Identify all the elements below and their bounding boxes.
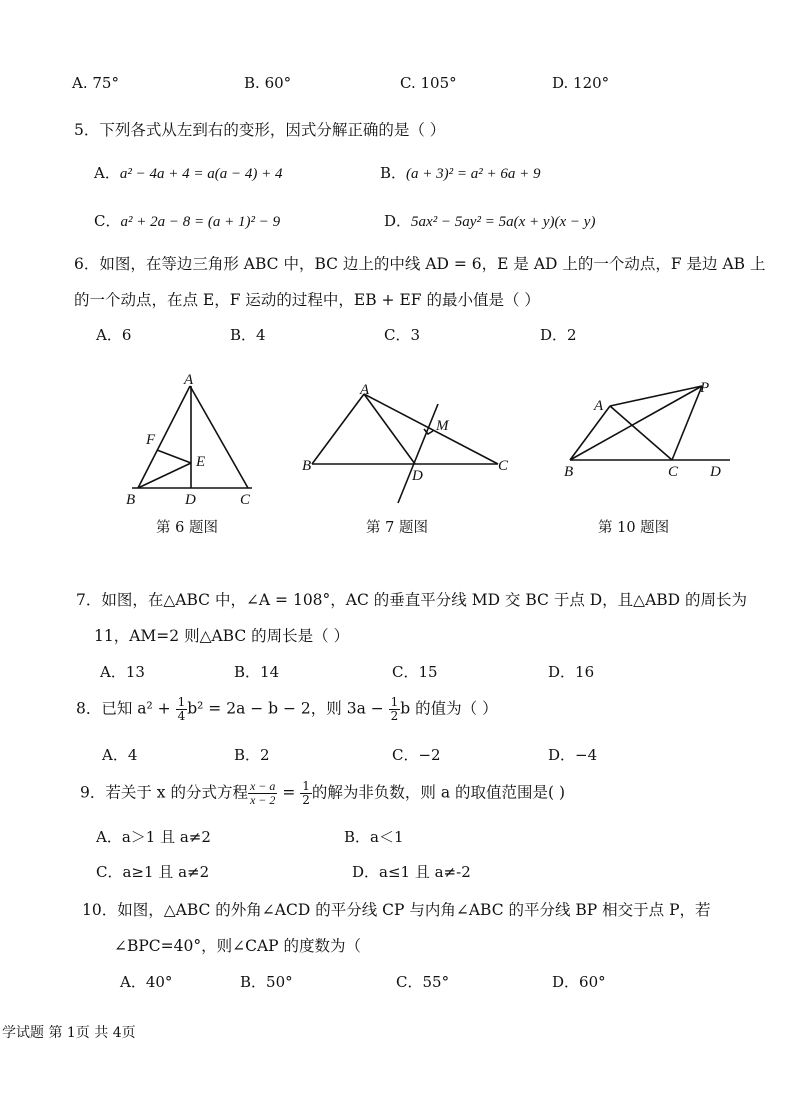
fig7-caption: 第 7 题图 [366,520,428,536]
q9-option-b: B．a＜1 [344,828,404,846]
q7-option-b: B．14 [234,663,280,681]
fig6-label-d: D [185,492,196,508]
q4-option-d: D. 120° [552,74,610,92]
q9-fraction-1: $\frac{x - a}{x - 2}$ [249,779,276,807]
q8-option-b: B．2 [234,746,270,764]
q5-option-d: D．5ax² − 5ay² = 5a(x + y)(x − y) [384,212,596,230]
fig6-label-f: F [146,432,156,448]
q4-option-a: A. 75° [72,74,119,92]
q8-stem: 8．已知 a² + $\frac{1}{4}$ b² = 2a − b − 2，则 3a − $\frac{1}{2}$ b 的值为（ ） [76,695,498,723]
figure-7 [298,378,523,513]
page-footer: 学试题 第 1页 共 4页 [2,1025,136,1041]
fig10-label-b: B [564,464,574,480]
q10-stem-line1: 10．如图，△ABC 的外角∠ACD 的平分线 CP 与内角∠ABC 的平分线 BP 相交于点 P，若 [82,901,711,919]
q10-stem-line2: ∠BPC=40°，则∠CAP 的度数为（ [114,937,362,955]
fig7-label-m: M [436,418,449,434]
q10-option-d: D．60° [552,973,606,991]
fig6-label-e: E [196,454,206,470]
q7-option-d: D．16 [548,663,595,681]
fig10-label-p: P [700,380,710,396]
fig6-label-c: C [240,492,251,508]
q10-option-c: C．55° [396,973,450,991]
q5-option-b: B．(a + 3)² = a² + 6a + 9 [380,164,541,182]
q8-fraction-1: $\frac{1}{4}$ [177,695,186,723]
fig6-label-a: A [184,372,194,388]
fig10-caption: 第 10 题图 [598,520,670,536]
q9-option-d: D．a≤1 且 a≠-2 [352,863,471,881]
q4-option-b: B. 60° [244,74,292,92]
q9-option-c: C．a≥1 且 a≠2 [96,863,210,881]
q8-fraction-2: $\frac{1}{2}$ [390,695,399,723]
fig10-label-d: D [710,464,721,480]
q9-stem: 9．若关于 x 的分式方程 $\frac{x - a}{x - 2}$ = $\frac{1}{2}$ 的解为非负数，则 a 的取值范围是( ) [80,779,566,807]
q6-option-c: C．3 [384,326,421,344]
q7-stem-line1: 7．如图，在△ABC 中，∠A = 108°，AC 的垂直平分线 MD 交 BC 于点 D，且△ABD 的周长为 [76,591,748,609]
fig7-label-b: B [302,458,312,474]
q9-option-a: A．a＞1 且 a≠2 [96,828,211,846]
q8-option-c: C．−2 [392,746,441,764]
q10-option-b: B．50° [240,973,293,991]
q6-stem-line1: 6．如图，在等边三角形 ABC 中，BC 边上的中线 AD = 6，E 是 AD 上的一个动点，F 是边 AB 上 [74,255,766,273]
q8-option-a: A．4 [102,746,138,764]
q7-option-a: A．13 [100,663,145,681]
q6-option-a: A．6 [96,326,132,344]
q5-stem: 5．下列各式从左到右的变形，因式分解正确的是（ ） [74,121,446,139]
q8-option-d: D．−4 [548,746,598,764]
q5-option-c: C．a² + 2a − 8 = (a + 1)² − 9 [94,212,281,230]
q7-stem-line2: 11，AM=2 则△ABC 的周长是（ ） [94,627,350,645]
q6-option-b: B．4 [230,326,266,344]
q6-stem-line2: 的一个动点，在点 E，F 运动的过程中，EB + EF 的最小值是（ ） [74,291,540,309]
fig6-caption: 第 6 题图 [156,520,218,536]
fig10-label-a: A [594,398,604,414]
figure-6 [120,368,270,508]
q7-option-c: C．15 [392,663,438,681]
fig10-label-c: C [668,464,679,480]
q4-option-c: C. 105° [400,74,457,92]
fig7-label-c: C [498,458,509,474]
fig7-label-a: A [360,382,370,398]
fig6-label-b: B [126,492,136,508]
q6-option-d: D．2 [540,326,577,344]
figure-10 [558,372,738,482]
fig7-label-d: D [412,468,423,484]
q10-option-a: A．40° [120,973,173,991]
q5-option-a: A．a² − 4a + 4 = a(a − 4) + 4 [94,164,283,182]
q9-fraction-2: $\frac{1}{2}$ [302,779,310,807]
